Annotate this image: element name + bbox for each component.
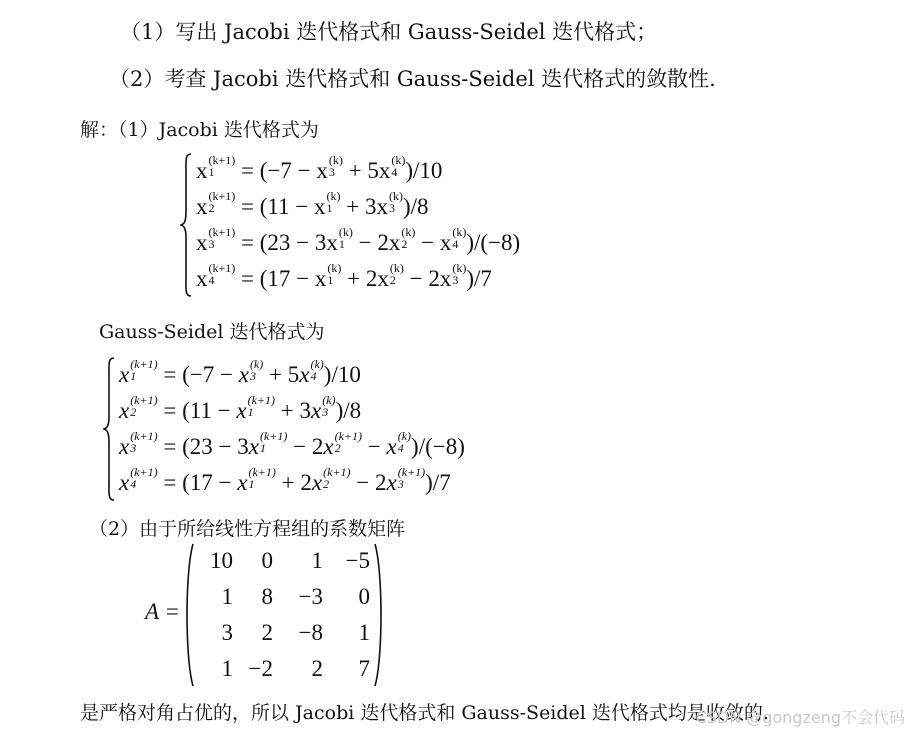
- equation-text: )/(−8): [411, 434, 465, 459]
- subscript: 4: [310, 369, 317, 383]
- equation-text: = (−7 −: [235, 158, 317, 183]
- equation-text: )/(−8): [466, 230, 521, 255]
- superscript: (k+1): [248, 465, 276, 479]
- answer-intro: 解：（1）Jacobi 迭代格式为: [80, 119, 319, 141]
- superscript: (k): [401, 225, 416, 239]
- equation-text: = (17 −: [235, 266, 315, 291]
- superscript: (k+1): [323, 465, 351, 479]
- superscript: (k+1): [259, 429, 288, 443]
- superscript: (k): [338, 225, 353, 239]
- subscript: 4: [391, 165, 398, 179]
- gauss-seidel-intro: Gauss-Seidel 迭代格式为: [99, 321, 325, 343]
- variable: x (k+1) 2: [196, 189, 236, 219]
- equation-text: − 2: [403, 266, 440, 291]
- subscript: 2: [334, 441, 341, 455]
- subscript: 1: [327, 273, 334, 287]
- matrix-cell: 7: [358, 656, 370, 681]
- question-1: （1）写出 Jacobi 迭代格式和 Gauss-Seidel 迭代格式；: [120, 20, 658, 44]
- superscript: (k): [452, 261, 467, 275]
- equation-row: [119, 465, 451, 496]
- equation-text: = (11 −: [235, 194, 315, 219]
- subscript: 3: [397, 477, 404, 491]
- subscript: 2: [323, 477, 330, 491]
- superscript: (k+1): [130, 357, 158, 371]
- matrix-cell: 1: [221, 584, 233, 609]
- variable: x (k) 4: [378, 153, 406, 183]
- equation-text: )/8: [335, 398, 362, 423]
- equation-row: [196, 225, 521, 256]
- matrix-cell: 1: [221, 656, 233, 681]
- superscript: (k): [397, 429, 412, 443]
- superscript: (k): [322, 393, 336, 407]
- variable: x (k) 3: [439, 261, 467, 291]
- subscript: 3: [389, 201, 395, 215]
- variable: x (k+1) 2: [119, 393, 158, 423]
- variable: x (k) 3: [316, 153, 343, 183]
- variable: x (k+1) 3: [119, 429, 158, 459]
- subscript: 2: [389, 273, 396, 287]
- matrix-cell: 2: [261, 620, 273, 645]
- variable: x (k+1) 1: [119, 357, 158, 387]
- subscript: 1: [338, 237, 345, 251]
- superscript: (k): [391, 153, 406, 167]
- superscript: (k): [310, 357, 324, 371]
- variable: x (k) 2: [377, 261, 404, 291]
- right-paren-icon: [373, 542, 385, 688]
- equation-text: − 2: [350, 470, 387, 495]
- equation-text: = (11 −: [157, 398, 237, 423]
- superscript: (k): [326, 189, 341, 203]
- variable: x (k) 1: [326, 225, 353, 255]
- variable: x (k) 4: [439, 225, 467, 255]
- conclusion: 是严格对角占优的，所以 Jacobi 迭代格式和 Gauss-Seidel 迭代格式均是收敛的.: [80, 702, 769, 724]
- jacobi-system: [180, 152, 580, 298]
- subscript: 4: [397, 441, 404, 455]
- superscript: (k+1): [130, 429, 158, 443]
- superscript: (k): [389, 189, 403, 203]
- equation-row: [196, 189, 429, 220]
- subscript: 1: [248, 477, 255, 491]
- matrix-cell: 0: [261, 548, 273, 573]
- equation-text: + 3: [275, 398, 312, 423]
- equation-text: + 3: [340, 194, 377, 219]
- matrix-label: A =: [145, 599, 180, 624]
- equation-row: [119, 429, 465, 460]
- equation-row: [119, 357, 361, 388]
- equation-text: −: [415, 230, 440, 255]
- variable: x (k+1) 3: [196, 225, 236, 255]
- matrix-cell: 1: [311, 548, 323, 573]
- variable: x (k+1) 4: [119, 465, 158, 495]
- subscript: 3: [249, 369, 256, 383]
- superscript: (k+1): [208, 261, 236, 275]
- subscript: 3: [328, 165, 335, 179]
- equation-text: )/8: [403, 194, 429, 219]
- superscript: (k+1): [208, 189, 236, 203]
- coefficient-matrix: [145, 540, 395, 690]
- matrix-cell: 8: [261, 584, 273, 609]
- variable: x (k+1) 1: [248, 429, 288, 459]
- equation-text: − 2: [352, 230, 389, 255]
- variable: x (k+1) 1: [237, 465, 276, 495]
- superscript: (k): [249, 357, 264, 371]
- matrix-cell: −5: [345, 548, 370, 573]
- subscript: 1: [130, 369, 137, 383]
- subscript: 2: [401, 237, 408, 251]
- variable: x (k) 3: [238, 357, 264, 387]
- matrix-cell: 3: [221, 620, 233, 645]
- superscript: (k): [452, 225, 467, 239]
- variable: x (k+1) 4: [196, 261, 236, 291]
- matrix-cell: 10: [210, 548, 233, 573]
- equation-text: + 2: [275, 470, 312, 495]
- equation-text: + 5: [342, 158, 379, 183]
- equation-text: = (23 − 3: [235, 230, 327, 255]
- subscript: 3: [322, 405, 329, 419]
- subscript: 3: [208, 237, 215, 251]
- variable: x (k) 4: [386, 429, 412, 459]
- subscript: 1: [326, 201, 333, 215]
- equation-text: = (23 − 3: [157, 434, 249, 459]
- subscript: 1: [259, 441, 266, 455]
- equation-text: + 5: [263, 362, 300, 387]
- left-brace-icon: [180, 152, 194, 298]
- superscript: (k+1): [130, 465, 158, 479]
- question-2: （2）考查 Jacobi 迭代格式和 Gauss-Seidel 迭代格式的敛散性.: [109, 67, 716, 91]
- superscript: (k+1): [397, 465, 426, 479]
- equation-row: [196, 153, 443, 184]
- variable: x (k) 2: [388, 225, 416, 255]
- matrix-cell: −2: [248, 656, 273, 681]
- variable: x (k) 4: [299, 357, 324, 387]
- matrix-cell: −3: [298, 584, 323, 609]
- superscript: (k+1): [208, 225, 236, 239]
- equation-text: )/7: [466, 266, 492, 291]
- superscript: (k+1): [247, 393, 276, 407]
- equation-text: − 2: [287, 434, 324, 459]
- subscript: 2: [208, 201, 215, 215]
- variable: x (k) 1: [314, 261, 342, 291]
- gauss-seidel-system: [103, 356, 523, 502]
- part2-intro: （2）由于所给线性方程组的系数矩阵: [89, 518, 406, 540]
- superscript: (k): [327, 261, 342, 275]
- superscript: (k+1): [130, 393, 158, 407]
- equation-text: = (17 −: [157, 470, 238, 495]
- watermark: CSDN @gongzeng不会代码: [695, 708, 905, 727]
- superscript: (k+1): [334, 429, 363, 443]
- variable: x (k+1) 1: [236, 393, 276, 423]
- subscript: 4: [208, 273, 215, 287]
- equation-text: )/10: [323, 362, 361, 387]
- equation-text: = (−7 −: [157, 362, 239, 387]
- equation-text: + 2: [341, 266, 378, 291]
- subscript: 4: [452, 237, 459, 251]
- superscript: (k): [328, 153, 343, 167]
- matrix-cell: 0: [358, 584, 370, 609]
- matrix-cell: 2: [311, 656, 323, 681]
- superscript: (k+1): [208, 153, 236, 167]
- matrix-cell: −8: [298, 620, 323, 645]
- variable: x (k+1) 1: [196, 153, 236, 183]
- equation-text: −: [362, 434, 387, 459]
- subscript: 1: [247, 405, 254, 419]
- matrix-cell: 1: [358, 620, 370, 645]
- superscript: (k): [389, 261, 404, 275]
- subscript: 2: [130, 405, 137, 419]
- subscript: 3: [130, 441, 137, 455]
- equation-row: [119, 393, 362, 424]
- equation-text: )/10: [405, 158, 443, 183]
- subscript: 1: [208, 165, 215, 179]
- subscript: 4: [130, 477, 137, 491]
- variable: x (k) 3: [376, 189, 403, 219]
- variable: x (k) 3: [311, 393, 336, 423]
- left-brace-icon: [103, 356, 117, 502]
- equation-row: [196, 261, 492, 292]
- subscript: 3: [452, 273, 459, 287]
- variable: x (k) 1: [314, 189, 341, 219]
- equation-text: )/7: [425, 470, 451, 495]
- variable: x (k+1) 3: [386, 465, 426, 495]
- variable: x (k+1) 2: [323, 429, 363, 459]
- variable: x (k+1) 2: [311, 465, 351, 495]
